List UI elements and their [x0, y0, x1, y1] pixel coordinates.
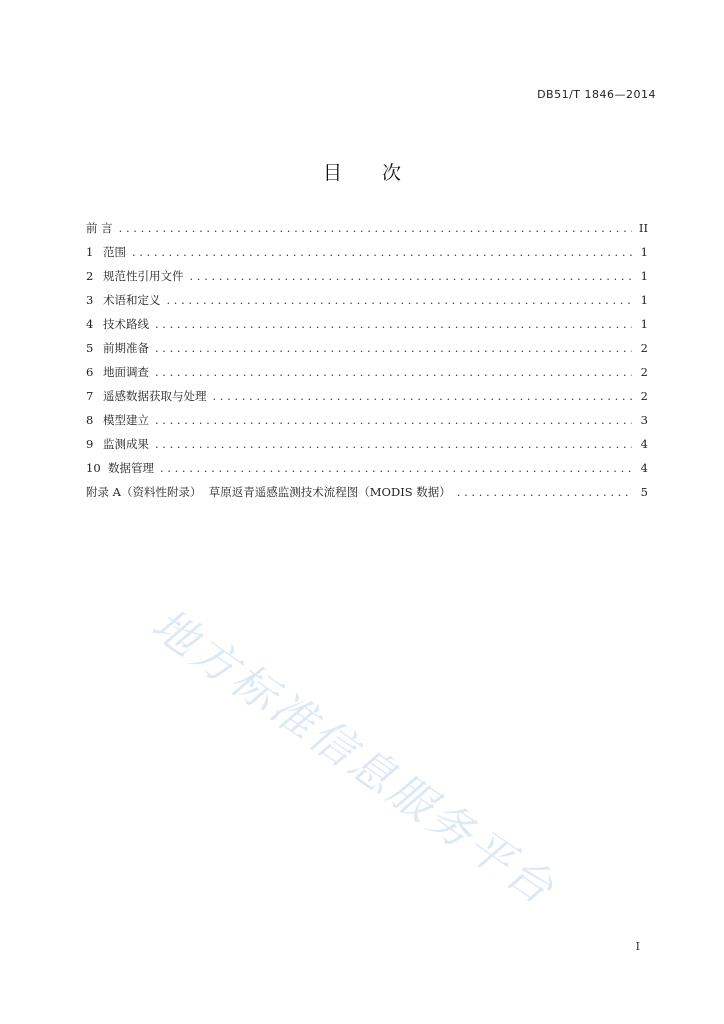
toc-entry-number: 6: [86, 365, 94, 379]
toc-entry-title: 模型建立: [103, 413, 149, 427]
toc-entry-title: 范围: [103, 245, 126, 259]
leader-dots: [155, 408, 632, 432]
toc-entry-page: 5: [640, 485, 648, 499]
leader-dots: [190, 264, 633, 288]
toc-entry-title: 数据管理: [108, 461, 154, 475]
toc-entry-4[interactable]: [86, 312, 648, 336]
toc-entry-number: 8: [86, 413, 94, 427]
toc-heading-char-1: 目: [322, 162, 342, 184]
toc-heading-char-2: 次: [382, 162, 402, 184]
leader-dots: [167, 288, 633, 312]
toc-entry-number: 5: [86, 341, 94, 355]
table-of-contents: [86, 216, 648, 504]
toc-entry-page: 2: [640, 341, 648, 355]
toc-entry-9[interactable]: [86, 432, 648, 456]
toc-entry-appendix-a[interactable]: [86, 480, 648, 504]
leader-dots: [213, 384, 633, 408]
toc-entry-10[interactable]: [86, 456, 648, 480]
toc-entry-2[interactable]: [86, 264, 648, 288]
leader-dots: [155, 432, 632, 456]
leader-dots: [155, 312, 632, 336]
toc-entry-title: 规范性引用文件: [103, 269, 184, 283]
toc-entry-page: 2: [640, 389, 648, 403]
toc-entry-3[interactable]: [86, 288, 648, 312]
toc-entry-number: 3: [86, 293, 94, 307]
toc-entry-title: 监测成果: [103, 437, 149, 451]
leader-dots: [119, 216, 632, 240]
toc-entry-number: 10: [86, 461, 101, 475]
toc-entry-7[interactable]: [86, 384, 648, 408]
toc-entry-number: 7: [86, 389, 94, 403]
toc-entry-number: 2: [86, 269, 94, 283]
toc-entry-page: 1: [640, 269, 648, 283]
leader-dots: [155, 336, 632, 360]
toc-entry-page: 4: [640, 461, 648, 475]
toc-entry-title: 技术路线: [103, 317, 149, 331]
page-folio: I: [635, 940, 640, 953]
toc-entry-number: 4: [86, 317, 94, 331]
toc-entry-title: 前期准备: [103, 341, 149, 355]
watermark: 地方标准信息服务平台: [142, 599, 565, 917]
toc-entry-6[interactable]: [86, 360, 648, 384]
toc-entry-8[interactable]: [86, 408, 648, 432]
toc-entry-title: 前 言: [86, 221, 113, 235]
toc-entry-page: 1: [640, 317, 648, 331]
leader-dots: [132, 240, 632, 264]
toc-heading: [0, 158, 724, 185]
toc-entry-title: 附录 A（资料性附录） 草原返青遥感监测技术流程图（MODIS 数据）: [86, 485, 451, 499]
toc-entry-number: 9: [86, 437, 94, 451]
toc-entry-page: 2: [640, 365, 648, 379]
toc-entry-title: 地面调查: [103, 365, 149, 379]
document-number: DB51/T 1846—2014: [537, 88, 656, 101]
toc-entry-number: 1: [86, 245, 94, 259]
toc-entry-foreword[interactable]: [86, 216, 648, 240]
toc-entry-page: 3: [640, 413, 648, 427]
toc-entry-1[interactable]: [86, 240, 648, 264]
leader-dots: [155, 360, 632, 384]
toc-entry-title: 遥感数据获取与处理: [103, 389, 207, 403]
toc-entry-5[interactable]: [86, 336, 648, 360]
toc-entry-page: II: [638, 221, 648, 235]
leader-dots: [457, 480, 632, 504]
toc-entry-page: 4: [640, 437, 648, 451]
toc-entry-page: 1: [640, 293, 648, 307]
leader-dots: [160, 456, 632, 480]
toc-entry-page: 1: [640, 245, 648, 259]
toc-entry-title: 术语和定义: [103, 293, 161, 307]
